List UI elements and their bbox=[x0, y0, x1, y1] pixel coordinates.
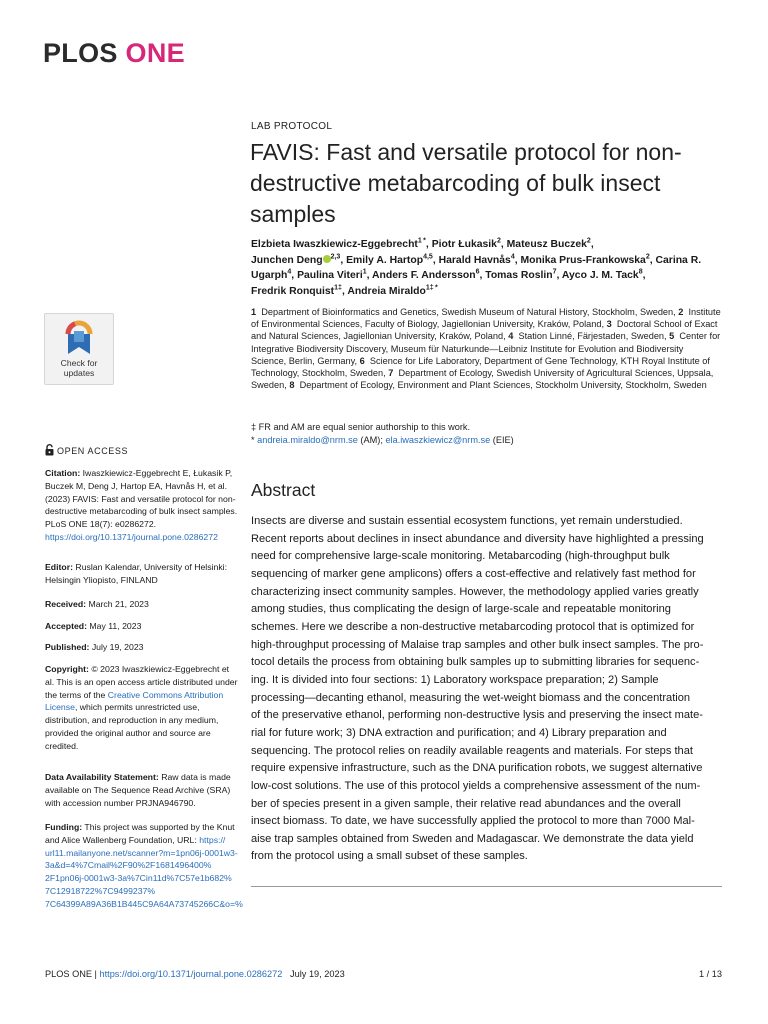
abstract-line: schemes. Here we describe a non-destructive metabarcoding protocol that is optimized for bbox=[251, 620, 695, 633]
citation-label: Citation: bbox=[45, 468, 81, 478]
abstract-line: Insects are diverse and sustain essential ecosystem functions, yet remain understudied. bbox=[251, 515, 683, 527]
author-name[interactable]: Anders F. Andersson bbox=[372, 270, 476, 281]
funding-url-link[interactable] bbox=[45, 835, 243, 909]
author-affiliation-marks: 8 bbox=[638, 268, 643, 276]
affiliation-number: 8 bbox=[289, 380, 295, 391]
author-entry bbox=[372, 270, 485, 281]
open-access-text: OPEN ACCESS bbox=[57, 446, 129, 456]
author-separator: , bbox=[479, 270, 486, 281]
affiliation-number: 5 bbox=[669, 331, 675, 342]
author-name[interactable]: Piotr Łukasik bbox=[431, 239, 497, 250]
accepted-date: May 11, 2023 bbox=[87, 621, 142, 631]
author-list bbox=[251, 237, 721, 299]
author-separator: , bbox=[341, 285, 348, 297]
abstract-line: sequencing of marker gene amplicons) offers a cost-effective and relatively fast method for bbox=[251, 567, 696, 580]
email-am-tag: (AM); bbox=[357, 435, 386, 445]
funding-label: Funding: bbox=[45, 822, 83, 832]
published-label: Published: bbox=[45, 642, 90, 652]
abstract-heading: Abstract bbox=[251, 480, 316, 500]
page-number: 1 / 13 bbox=[699, 969, 722, 979]
author-affiliation-marks: 2,3 bbox=[330, 253, 341, 261]
copyright-label: Copyright: bbox=[45, 664, 89, 674]
received-date: March 21, 2023 bbox=[86, 599, 149, 609]
logo-one: ONE bbox=[125, 38, 185, 68]
abstract-line: high-throughput processing of Malaise trap samples and other bulk insect samples. The pro- bbox=[251, 638, 704, 651]
author-name[interactable]: Paulina Viteri bbox=[297, 270, 363, 281]
funding-block bbox=[45, 821, 243, 911]
abstract-line: require expensive infrastructure, such as the DNA purification robots, we suggest alternative bbox=[251, 762, 703, 775]
author-separator: , bbox=[590, 239, 594, 250]
author-affiliation-marks: 2 bbox=[645, 253, 650, 261]
received-label: Received: bbox=[45, 599, 87, 609]
abstract-line: processing—decanting ethanol, measuring the wet-weight biomass and the concentration bbox=[251, 691, 691, 704]
abstract-line: ber of species present in a given sample, their relative read abundances and the overall bbox=[251, 797, 681, 810]
author-affiliation-marks: 7 bbox=[552, 268, 557, 276]
abstract-line: need for comprehensive large-scale monitoring. Metabarcoding (high-throughput bulk bbox=[251, 550, 670, 563]
check-for-updates-badge[interactable] bbox=[44, 313, 114, 385]
author-name[interactable]: Fredrik Ronquist bbox=[251, 285, 335, 297]
affiliation-text: Doctoral School of Exact and Natural Sciences, Jagiellonian University, Kraków, Poland, bbox=[251, 319, 718, 342]
author-affiliation-marks: 4 bbox=[510, 253, 515, 261]
affiliations bbox=[251, 306, 721, 391]
author-affiliation-marks: 6 bbox=[475, 268, 480, 276]
author-separator: , bbox=[340, 254, 347, 266]
abstract-line: aise trap samples obtained from Sweden and Madagascar. We demonstrate the data yield bbox=[251, 832, 694, 845]
abstract-line: ing. It is divided into four sections: 1) Laboratory workspace preparation; 2) Sample bbox=[251, 673, 659, 686]
abstract-line: insect biomass. To date, we have successfully applied the protocol to more than 7000 Mal- bbox=[251, 815, 695, 828]
page-footer bbox=[45, 969, 345, 979]
editor-block bbox=[45, 561, 240, 587]
orcid-icon[interactable] bbox=[323, 255, 331, 263]
author-entry bbox=[251, 255, 346, 266]
abstract-line: tocol details the process from obtaining bulk samples up to submitting libraries for sequenc- bbox=[251, 656, 700, 669]
asterisk-mark: * bbox=[251, 435, 255, 445]
citation-block bbox=[45, 467, 240, 544]
published-block bbox=[45, 641, 240, 654]
funding-text: This project was supported by the Knut and Alice Wallenberg Foundation, URL: bbox=[45, 822, 235, 845]
received-block bbox=[45, 598, 240, 611]
affiliation-number: 4 bbox=[508, 331, 514, 342]
author-separator: , bbox=[500, 239, 507, 250]
funding-url-line: 7C64399A89A36B1B445C9A64A73745266C&o=% bbox=[45, 898, 243, 909]
affiliation-text: Department of Ecology, Environment and Plant Sciences, Stockholm University, Stockholm, Sweden bbox=[299, 380, 707, 391]
author-separator: , bbox=[649, 254, 656, 266]
author-name[interactable]: Ayco J. M. Tack bbox=[561, 270, 639, 281]
funding-url-line: 3a&d=4%7Cmail%2F90%2F1681496400% bbox=[45, 860, 212, 871]
author-name[interactable]: Emily A. Hartop bbox=[346, 254, 424, 266]
abstract-line: among studies, thus complicating the design of large-scale and repeatable monitoring bbox=[251, 603, 671, 616]
author-name[interactable]: Carina R. Ugarph bbox=[251, 254, 702, 281]
author-name[interactable]: Elzbieta Iwaszkiewicz-Eggebrecht bbox=[251, 239, 418, 250]
author-affiliation-marks: 1‡ bbox=[334, 284, 342, 292]
affiliation-text: Science for Life Laboratory, Department of Gene Technology, KTH Royal Institute of Technology, Stockholm, Sweden, bbox=[251, 355, 710, 379]
published-date: July 19, 2023 bbox=[89, 642, 144, 652]
affiliation-text: Department of Ecology, Swedish University of Agricultural Sciences, Uppsala, Sweden, bbox=[251, 368, 714, 391]
abstract-body bbox=[251, 513, 723, 866]
author-entry bbox=[562, 270, 646, 281]
affiliation-text: Station Linné, Färjestaden, Sweden, bbox=[518, 331, 667, 342]
funding-url-line: 7C12918722%7C9499237% bbox=[45, 885, 156, 896]
author-entry bbox=[507, 239, 594, 250]
funding-url-line: 2F1pn06j-0001w3-3a%7Cin11d%7C57e1b682% bbox=[45, 873, 232, 884]
section-divider bbox=[251, 886, 722, 887]
article-type-label: LAB PROTOCOL bbox=[251, 121, 333, 132]
author-name[interactable]: Monika Prus-Frankowska bbox=[520, 254, 646, 266]
affiliation-text: Center for Integrative Biodiversity Discovery, Museum für Naturkunde—Leibniz Institute for Evolution and Biodiversity Science, Berlin, Germany, bbox=[251, 331, 721, 366]
abstract-line: of the preservative ethanol, performing non-destructive lysis and preserving the insect mate- bbox=[251, 709, 703, 722]
funding-url-line: url11.mailanyone.net/scanner?m=1pn06j-0001w3- bbox=[45, 847, 238, 858]
author-entry bbox=[251, 286, 347, 297]
author-entry bbox=[432, 239, 507, 250]
data-availability-label: Data Availability Statement: bbox=[45, 772, 159, 782]
footer-separator: | bbox=[91, 969, 100, 979]
footer-doi-link[interactable]: https://doi.org/10.1371/journal.pone.0286272 bbox=[99, 969, 283, 979]
badge-line-1: Check for bbox=[60, 358, 98, 368]
editor-label: Editor: bbox=[45, 562, 73, 572]
accepted-label: Accepted: bbox=[45, 621, 87, 631]
abstract-line: rial for future work; 3) DNA extraction and purification; and 4) Library preparation and bbox=[251, 726, 667, 739]
author-affiliation-marks: 2 bbox=[586, 237, 591, 245]
abstract-line: sequencing. The protocol relies on readily available reagents and materials. For steps that bbox=[251, 744, 693, 757]
license-link[interactable]: Creative Commons Attribution License bbox=[45, 689, 224, 713]
affiliation-number: 3 bbox=[606, 319, 612, 330]
author-entry bbox=[439, 255, 521, 266]
author-name[interactable]: Tomas Roslin bbox=[485, 270, 553, 281]
author-separator: , bbox=[291, 270, 298, 281]
citation-text: Iwaszkiewicz-Eggebrecht E, Łukasik P, Buczek M, Deng J, Hartop EA, Havnås H, et al. (2023) FAVIS: Fast and versatile protocol for non-destructive metabarcoding of bulk insect samples. PLoS ONE 18(7): e0286272. bbox=[45, 468, 238, 530]
affiliation-text: Institute of Environmental Sciences, Faculty of Biology, Jagiellonian University, Kraków, Poland, bbox=[251, 307, 721, 330]
data-availability-text: Raw data is made available on The Sequence Read Archive (SRA) with accession number PRJNA946790. bbox=[45, 772, 231, 808]
citation-doi-link[interactable]: https://doi.org/10.1371/journal.pone.0286272 bbox=[45, 531, 218, 542]
open-lock-icon bbox=[45, 444, 54, 458]
open-access-label bbox=[45, 444, 128, 458]
affiliation-text: Department of Bioinformatics and Genetics, Swedish Museum of Natural History, Stockholm, Sweden, bbox=[261, 307, 676, 317]
author-separator: , bbox=[556, 270, 562, 281]
author-separator: , bbox=[425, 239, 432, 250]
equal-authorship-note: ‡ FR and AM are equal senior authorship to this work. bbox=[251, 422, 471, 432]
author-notes bbox=[251, 421, 721, 447]
author-separator: , bbox=[642, 270, 646, 281]
email-link-eie[interactable]: ela.iwaszkiewicz@nrm.se bbox=[385, 435, 491, 445]
accepted-block bbox=[45, 620, 240, 633]
author-name[interactable]: Harald Havnås bbox=[438, 254, 511, 266]
journal-logo[interactable] bbox=[43, 38, 185, 69]
copyright-text-2: , which permits unrestricted use, distribution, and reproduction in any medium, provided the original author and source are credited. bbox=[45, 702, 219, 751]
copyright-text-1: © 2023 Iwaszkiewicz-Eggebrecht et al. This is an open access article distributed under the terms of the bbox=[45, 664, 238, 700]
affiliation-number: 2 bbox=[678, 307, 684, 317]
abstract-line: from the protocol using a small subset of these samples. bbox=[251, 850, 528, 863]
author-affiliation-marks: 4,5 bbox=[423, 253, 433, 261]
author-separator: , bbox=[432, 254, 439, 266]
abstract-line: characterizing insect community samples. However, the methodology applied varies greatly bbox=[251, 585, 699, 598]
email-eie-tag: (EIE) bbox=[490, 435, 514, 445]
author-name[interactable]: Mateusz Buczek bbox=[506, 239, 587, 250]
email-link-am[interactable]: andreia.miraldo@nrm.se bbox=[257, 435, 358, 445]
affiliation-number: 7 bbox=[388, 368, 394, 379]
author-affiliation-marks: 1 bbox=[362, 268, 367, 276]
footer-date: July 19, 2023 bbox=[290, 969, 345, 979]
author-entry bbox=[251, 239, 432, 250]
abstract-line: low-cost solutions. The use of this protocol yields a comprehensive assessment of the num- bbox=[251, 779, 701, 792]
author-affiliation-marks: 4 bbox=[287, 268, 292, 276]
author-entry bbox=[347, 286, 437, 297]
funding-url-line: https:// bbox=[199, 834, 226, 845]
author-separator: , bbox=[514, 254, 521, 266]
footer-journal: PLOS ONE bbox=[45, 969, 92, 979]
corresponding-emails bbox=[251, 434, 721, 447]
author-separator: , bbox=[366, 270, 373, 281]
affiliation-number: 1 bbox=[251, 307, 257, 317]
data-availability-block bbox=[45, 771, 240, 809]
badge-line-2: updates bbox=[63, 368, 95, 378]
updates-bookmark-icon bbox=[65, 320, 93, 356]
editor-text: Ruslan Kalendar, University of Helsinki: Helsingin Yliopisto, FINLAND bbox=[45, 562, 228, 585]
author-entry bbox=[485, 270, 562, 281]
author-entry bbox=[521, 255, 656, 266]
abstract-line: Recent reports about declines in insect abundance and diversity have highlighted a pressing bbox=[251, 532, 704, 545]
logo-plos: PLOS bbox=[43, 38, 118, 68]
affiliation-number: 6 bbox=[359, 355, 365, 366]
author-affiliation-marks: 1‡ * bbox=[425, 284, 438, 292]
article-title: FAVIS: Fast and versatile protocol for non-destructive metabarcoding of bulk insect samples bbox=[250, 139, 682, 227]
author-entry bbox=[297, 270, 372, 281]
badge-label bbox=[45, 358, 113, 378]
author-affiliation-marks: 2 bbox=[496, 237, 501, 245]
author-entry bbox=[346, 255, 439, 266]
copyright-block bbox=[45, 663, 240, 753]
author-name[interactable]: Andreia Miraldo bbox=[347, 285, 426, 297]
author-name[interactable]: Junchen Deng bbox=[251, 254, 323, 266]
author-affiliation-marks: 1 * bbox=[417, 237, 426, 245]
